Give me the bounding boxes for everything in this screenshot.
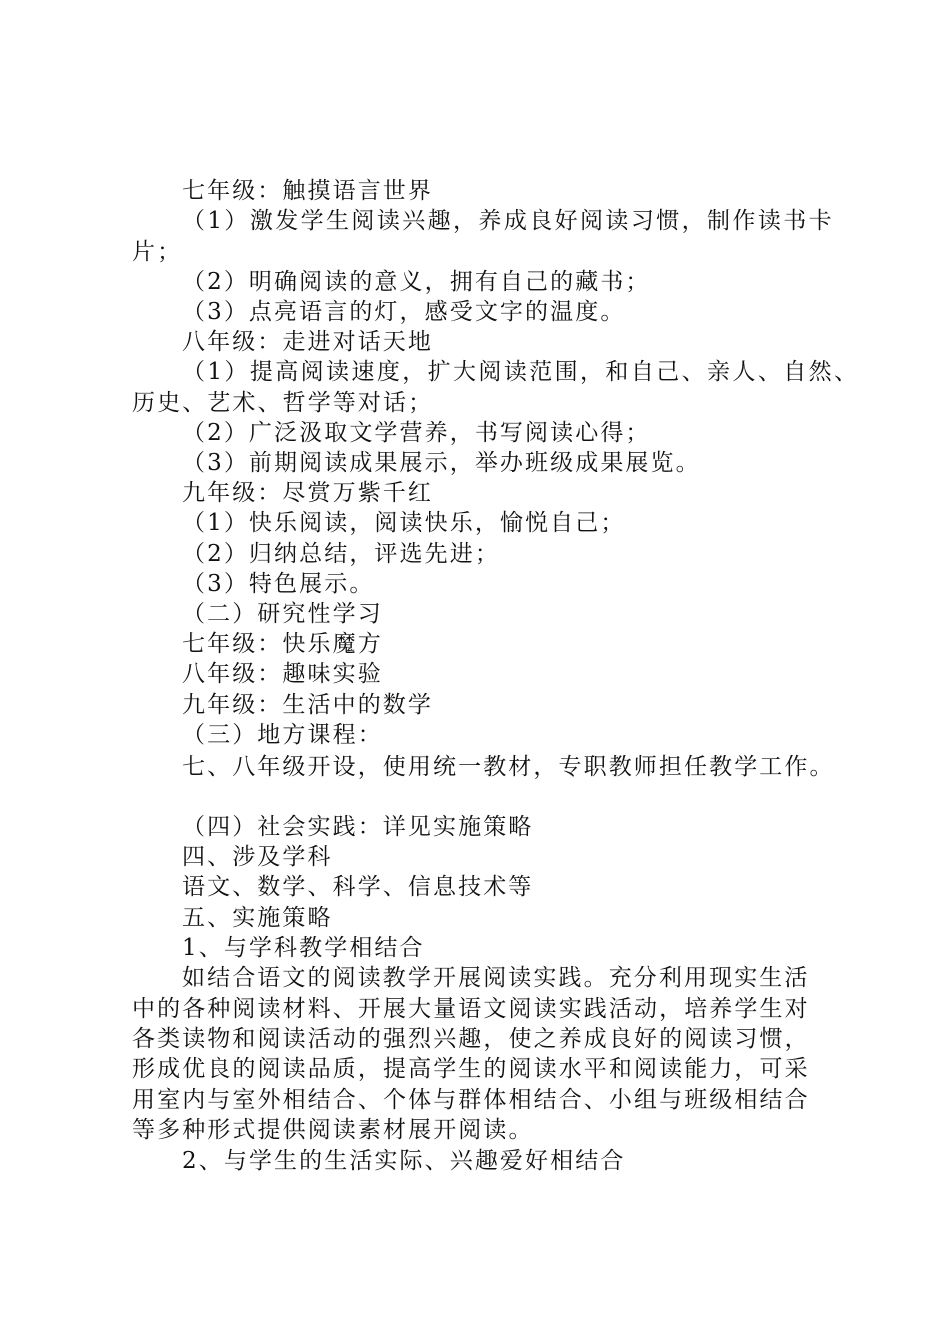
text-line: （2）广泛汲取文学营养，书写阅读心得； bbox=[182, 420, 651, 446]
text-line: （3）前期阅读成果展示，举办班级成果展览。 bbox=[182, 450, 701, 476]
text-line: 九年级：生活中的数学 bbox=[182, 692, 433, 718]
text-line: 1、与学科教学相结合 bbox=[182, 935, 425, 961]
text-line: （1）快乐阅读，阅读快乐，愉悦自己； bbox=[182, 510, 626, 536]
text-line: 九年级：尽赏万紫千红 bbox=[182, 480, 433, 506]
text-line: （3）特色展示。 bbox=[182, 571, 375, 597]
text-line: 七年级：快乐魔方 bbox=[182, 631, 383, 657]
text-line: 语文、数学、科学、信息技术等 bbox=[182, 874, 534, 900]
text-line: 各类读物和阅读活动的强烈兴趣，使之养成良好的阅读习惯， bbox=[132, 1026, 810, 1052]
text-line: 四、涉及学科 bbox=[182, 844, 333, 870]
text-line: 七、八年级开设，使用统一教材，专职教师担任教学工作。 bbox=[182, 754, 835, 780]
text-line: （2）归纳总结，评选先进； bbox=[182, 541, 500, 567]
text-line: （二）研究性学习 bbox=[182, 601, 383, 627]
text-line: （四）社会实践：详见实施策略 bbox=[182, 814, 534, 840]
text-line: 八年级：走进对话天地 bbox=[182, 329, 433, 355]
text-line: 片； bbox=[132, 239, 183, 265]
text-line: （3）点亮语言的灯，感受文字的温度。 bbox=[182, 299, 626, 325]
text-line: 中的各种阅读材料、开展大量语文阅读实践活动，培养学生对 bbox=[132, 996, 810, 1022]
text-line: 八年级：趣味实验 bbox=[182, 661, 383, 687]
text-line: （2）明确阅读的意义，拥有自己的藏书； bbox=[182, 269, 651, 295]
text-line: （1）激发学生阅读兴趣，养成良好阅读习惯，制作读书卡 bbox=[182, 208, 835, 234]
text-line: 历史、艺术、哲学等对话； bbox=[132, 390, 434, 416]
text-line: 形成优良的阅读品质，提高学生的阅读水平和阅读能力，可采 bbox=[132, 1056, 810, 1082]
text-line: （1）提高阅读速度，扩大阅读范围，和自己、亲人、自然、 bbox=[182, 359, 860, 385]
text-line: 七年级：触摸语言世界 bbox=[182, 178, 433, 204]
text-line: 2、与学生的生活实际、兴趣爱好相结合 bbox=[182, 1148, 626, 1174]
text-line: （三）地方课程： bbox=[182, 722, 383, 748]
text-line: 等多种形式提供阅读素材展开阅读。 bbox=[132, 1117, 534, 1143]
text-line: 五、实施策略 bbox=[182, 905, 333, 931]
text-line: 如结合语文的阅读教学开展阅读实践。充分利用现实生活 bbox=[182, 965, 810, 991]
text-line: 用室内与室外相结合、个体与群体相结合、小组与班级相结合 bbox=[132, 1087, 810, 1113]
